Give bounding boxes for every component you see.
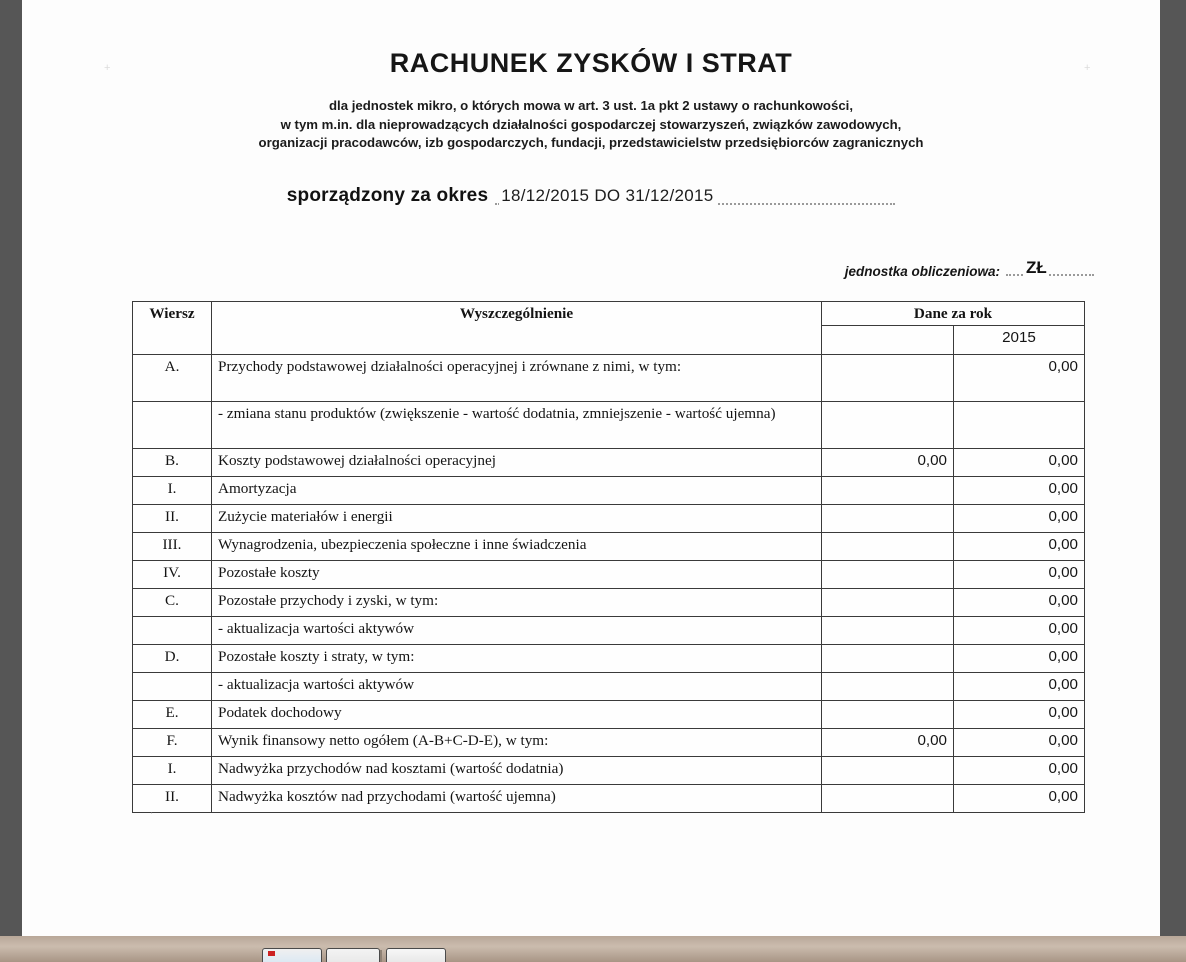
row-code-cell: E. — [133, 700, 212, 728]
row-amount-blank-cell[interactable] — [822, 560, 954, 588]
table-row — [133, 588, 1085, 616]
column-header-period-blank — [822, 325, 954, 354]
row-amount-blank-cell[interactable]: 0,00 — [822, 448, 954, 476]
row-description-cell: - zmiana stanu produktów (zwiększenie - wartość dodatnia, zmniejszenie - wartość ujemna) — [212, 401, 822, 448]
table-row — [133, 616, 1085, 644]
table-row — [133, 532, 1085, 560]
row-amount-blank-cell[interactable] — [822, 756, 954, 784]
table-row — [133, 560, 1085, 588]
subtitle-line-3: organizacji pracodawców, izb gospodarczych, fundacji, przedstawicielstw przedsiębiorców zagranicznych — [258, 135, 924, 150]
row-amount-year-cell[interactable]: 0,00 — [954, 560, 1085, 588]
row-amount-year-cell[interactable]: 0,00 — [954, 728, 1085, 756]
reporting-period-label: sporządzony za okres — [286, 184, 489, 206]
taskbar[interactable] — [0, 936, 1186, 962]
scan-artifact-mark: + — [104, 62, 111, 74]
row-description-cell: Zużycie materiałów i energii — [212, 504, 822, 532]
table-row — [133, 448, 1085, 476]
table-header — [133, 301, 1085, 354]
desktop-edge-right — [1160, 0, 1186, 962]
table-row — [133, 354, 1085, 401]
row-description-cell: Koszty podstawowej działalności operacyjnej — [212, 448, 822, 476]
calculation-unit-value: ZŁ — [1026, 257, 1047, 277]
table-row — [133, 476, 1085, 504]
row-code-cell: II. — [133, 784, 212, 812]
taskbar-button[interactable] — [326, 948, 380, 962]
scan-artifact-mark: . — [150, 805, 154, 817]
row-description-cell: Wynagrodzenia, ubezpieczenia społeczne i inne świadczenia — [212, 532, 822, 560]
row-amount-blank-cell[interactable] — [822, 784, 954, 812]
row-code-cell — [133, 616, 212, 644]
column-header-dane-za-rok: Dane za rok — [822, 301, 1085, 325]
row-code-cell — [133, 401, 212, 448]
row-amount-blank-cell[interactable]: 0,00 — [822, 728, 954, 756]
row-code-cell: B. — [133, 448, 212, 476]
row-code-cell: I. — [133, 756, 212, 784]
row-amount-blank-cell[interactable] — [822, 672, 954, 700]
table-row — [133, 644, 1085, 672]
row-amount-year-cell[interactable]: 0,00 — [954, 448, 1085, 476]
row-code-cell: A. — [133, 354, 212, 401]
row-amount-year-cell[interactable]: 0,00 — [954, 588, 1085, 616]
row-amount-year-cell[interactable]: 0,00 — [954, 532, 1085, 560]
table-header-row-1 — [133, 301, 1085, 325]
column-header-wiersz: Wiersz — [133, 301, 212, 354]
table-row — [133, 728, 1085, 756]
row-code-cell — [133, 672, 212, 700]
table-row — [133, 672, 1085, 700]
row-description-cell: Pozostałe koszty i straty, w tym: — [212, 644, 822, 672]
row-amount-blank-cell[interactable] — [822, 401, 954, 448]
desktop-edge-left — [0, 0, 22, 962]
row-amount-year-cell[interactable] — [954, 401, 1085, 448]
row-amount-blank-cell[interactable] — [822, 354, 954, 401]
row-amount-year-cell[interactable]: 0,00 — [954, 476, 1085, 504]
row-description-cell: Wynik finansowy netto ogółem (A-B+C-D-E), w tym: — [212, 728, 822, 756]
row-amount-blank-cell[interactable] — [822, 700, 954, 728]
row-amount-year-cell[interactable]: 0,00 — [954, 784, 1085, 812]
taskbar-button-icon — [268, 951, 275, 956]
row-amount-year-cell[interactable]: 0,00 — [954, 756, 1085, 784]
taskbar-divider — [380, 950, 382, 962]
profit-loss-table — [132, 301, 1085, 813]
table-row — [133, 756, 1085, 784]
row-amount-blank-cell[interactable] — [822, 644, 954, 672]
table-row — [133, 504, 1085, 532]
row-amount-blank-cell[interactable] — [822, 504, 954, 532]
row-amount-blank-cell[interactable] — [822, 476, 954, 504]
row-description-cell: Przychody podstawowej działalności operacyjnej i zrównane z nimi, w tym: — [212, 354, 822, 401]
column-header-year-2015: 2015 — [954, 325, 1085, 354]
row-description-cell: - aktualizacja wartości aktywów — [212, 616, 822, 644]
row-amount-year-cell[interactable]: 0,00 — [954, 644, 1085, 672]
row-amount-blank-cell[interactable] — [822, 532, 954, 560]
row-description-cell: Amortyzacja — [212, 476, 822, 504]
row-code-cell: I. — [133, 476, 212, 504]
row-code-cell: D. — [133, 644, 212, 672]
table-body — [133, 354, 1085, 812]
row-amount-year-cell[interactable]: 0,00 — [954, 504, 1085, 532]
dotted-leader — [1006, 274, 1094, 276]
page-title: RACHUNEK ZYSKÓW I STRAT — [389, 48, 793, 78]
calculation-unit-label: jednostka obliczeniowa: — [844, 263, 1000, 279]
reporting-period-value: 18/12/2015 DO 31/12/2015 — [501, 185, 714, 205]
row-description-cell: Nadwyżka kosztów nad przychodami (wartość ujemna) — [212, 784, 822, 812]
row-code-cell: III. — [133, 532, 212, 560]
row-description-cell: Podatek dochodowy — [212, 700, 822, 728]
row-amount-year-cell[interactable]: 0,00 — [954, 672, 1085, 700]
row-description-cell: Pozostałe koszty — [212, 560, 822, 588]
reporting-period-line — [22, 183, 1160, 207]
row-description-cell: - aktualizacja wartości aktywów — [212, 672, 822, 700]
subtitle-line-1: dla jednostek mikro, o których mowa w art. 3 ust. 1a pkt 2 ustawy o rachunkowości, — [329, 98, 853, 113]
row-amount-blank-cell[interactable] — [822, 588, 954, 616]
table-row — [133, 401, 1085, 448]
row-code-cell: IV. — [133, 560, 212, 588]
calculation-unit-field[interactable] — [1006, 259, 1094, 279]
column-header-wyszczegolnienie: Wyszczególnienie — [212, 301, 822, 354]
row-code-cell: II. — [133, 504, 212, 532]
document-subtitle — [22, 97, 1160, 153]
scan-artifact-mark: + — [1084, 62, 1091, 74]
profit-loss-table-container — [22, 301, 1160, 813]
row-amount-year-cell[interactable]: 0,00 — [954, 354, 1085, 401]
taskbar-button[interactable] — [386, 948, 446, 962]
calculation-unit-line — [22, 259, 1160, 279]
row-amount-blank-cell[interactable] — [822, 616, 954, 644]
table-row — [133, 784, 1085, 812]
reporting-period-field[interactable] — [495, 183, 895, 207]
row-amount-year-cell[interactable]: 0,00 — [954, 616, 1085, 644]
scanned-document-page — [22, 0, 1160, 936]
row-description-cell: Nadwyżka przychodów nad kosztami (wartość dodatnia) — [212, 756, 822, 784]
row-code-cell: F. — [133, 728, 212, 756]
row-code-cell: C. — [133, 588, 212, 616]
row-amount-year-cell[interactable]: 0,00 — [954, 700, 1085, 728]
row-description-cell: Pozostałe przychody i zyski, w tym: — [212, 588, 822, 616]
table-row — [133, 700, 1085, 728]
subtitle-line-2: w tym m.in. dla nieprowadzących działalności gospodarczej stowarzyszeń, związków zawodowych, — [280, 116, 902, 132]
